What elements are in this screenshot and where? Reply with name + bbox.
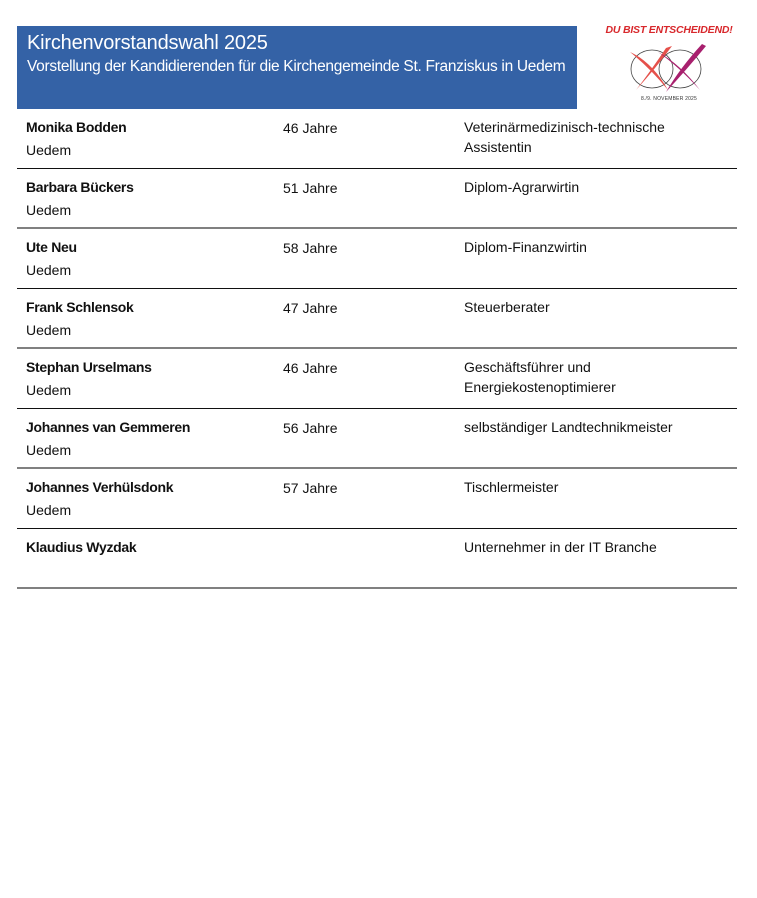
- candidate-profession: Unternehmer in der IT Branche: [464, 539, 657, 555]
- candidate-place: Uedem: [26, 502, 72, 518]
- candidate-place: Uedem: [26, 142, 72, 158]
- candidate-age: 56 Jahre: [283, 420, 338, 436]
- candidate-name: Stephan Urselmans: [26, 359, 152, 375]
- candidate-place: Uedem: [26, 262, 72, 278]
- table-row: [17, 169, 737, 229]
- candidate-name: Johannes van Gemmeren: [26, 419, 191, 435]
- logo-slogan: DU BIST ENTSCHEIDEND!: [605, 24, 733, 36]
- candidate-profession: Veterinärmedizinisch-technische Assistentin: [464, 119, 665, 155]
- candidate-table: [17, 109, 737, 589]
- table-row: [17, 469, 737, 529]
- candidate-name: Frank Schlensok: [26, 299, 134, 315]
- page-header: [17, 26, 577, 109]
- page-subtitle: Vorstellung der Kandidierenden für die Kirchengemeinde St. Franziskus in Uedem: [27, 58, 566, 75]
- candidate-place: Uedem: [26, 382, 72, 398]
- candidate-profession: Diplom-Finanzwirtin: [464, 239, 587, 255]
- table-row: [17, 229, 737, 289]
- candidate-name: Ute Neu: [26, 239, 77, 255]
- table-row: [17, 529, 737, 589]
- candidate-name: Johannes Verhülsdonk: [26, 479, 174, 495]
- candidate-profession: Tischlermeister: [464, 479, 559, 495]
- candidate-age: 46 Jahre: [283, 120, 338, 136]
- logo-date: 8./9. NOVEMBER 2025: [640, 96, 698, 102]
- candidate-age: 58 Jahre: [283, 240, 338, 256]
- candidate-profession: selbständiger Landtechnikmeister: [464, 419, 673, 435]
- ballot-cross-icon: [622, 42, 714, 96]
- candidate-profession: Geschäftsführer und Energiekostenoptimierer: [464, 359, 616, 395]
- candidate-name: Klaudius Wyzdak: [26, 539, 137, 555]
- table-row: [17, 409, 737, 469]
- candidate-place: Uedem: [26, 202, 72, 218]
- candidate-name: Barbara Bückers: [26, 179, 134, 195]
- table-row: [17, 289, 737, 349]
- election-logo: [594, 24, 744, 108]
- candidate-place: Uedem: [26, 322, 72, 338]
- candidate-age: 47 Jahre: [283, 300, 338, 316]
- candidate-place: Uedem: [26, 442, 72, 458]
- candidate-age: 57 Jahre: [283, 480, 338, 496]
- table-row: [17, 109, 737, 169]
- candidate-profession: Steuerberater: [464, 299, 550, 315]
- candidate-age: 51 Jahre: [283, 180, 338, 196]
- candidate-name: Monika Bodden: [26, 119, 127, 135]
- candidate-profession: Diplom-Agrarwirtin: [464, 179, 580, 195]
- page-title: Kirchenvorstandswahl 2025: [27, 32, 268, 54]
- candidate-age: 46 Jahre: [283, 360, 338, 376]
- table-row: [17, 349, 737, 409]
